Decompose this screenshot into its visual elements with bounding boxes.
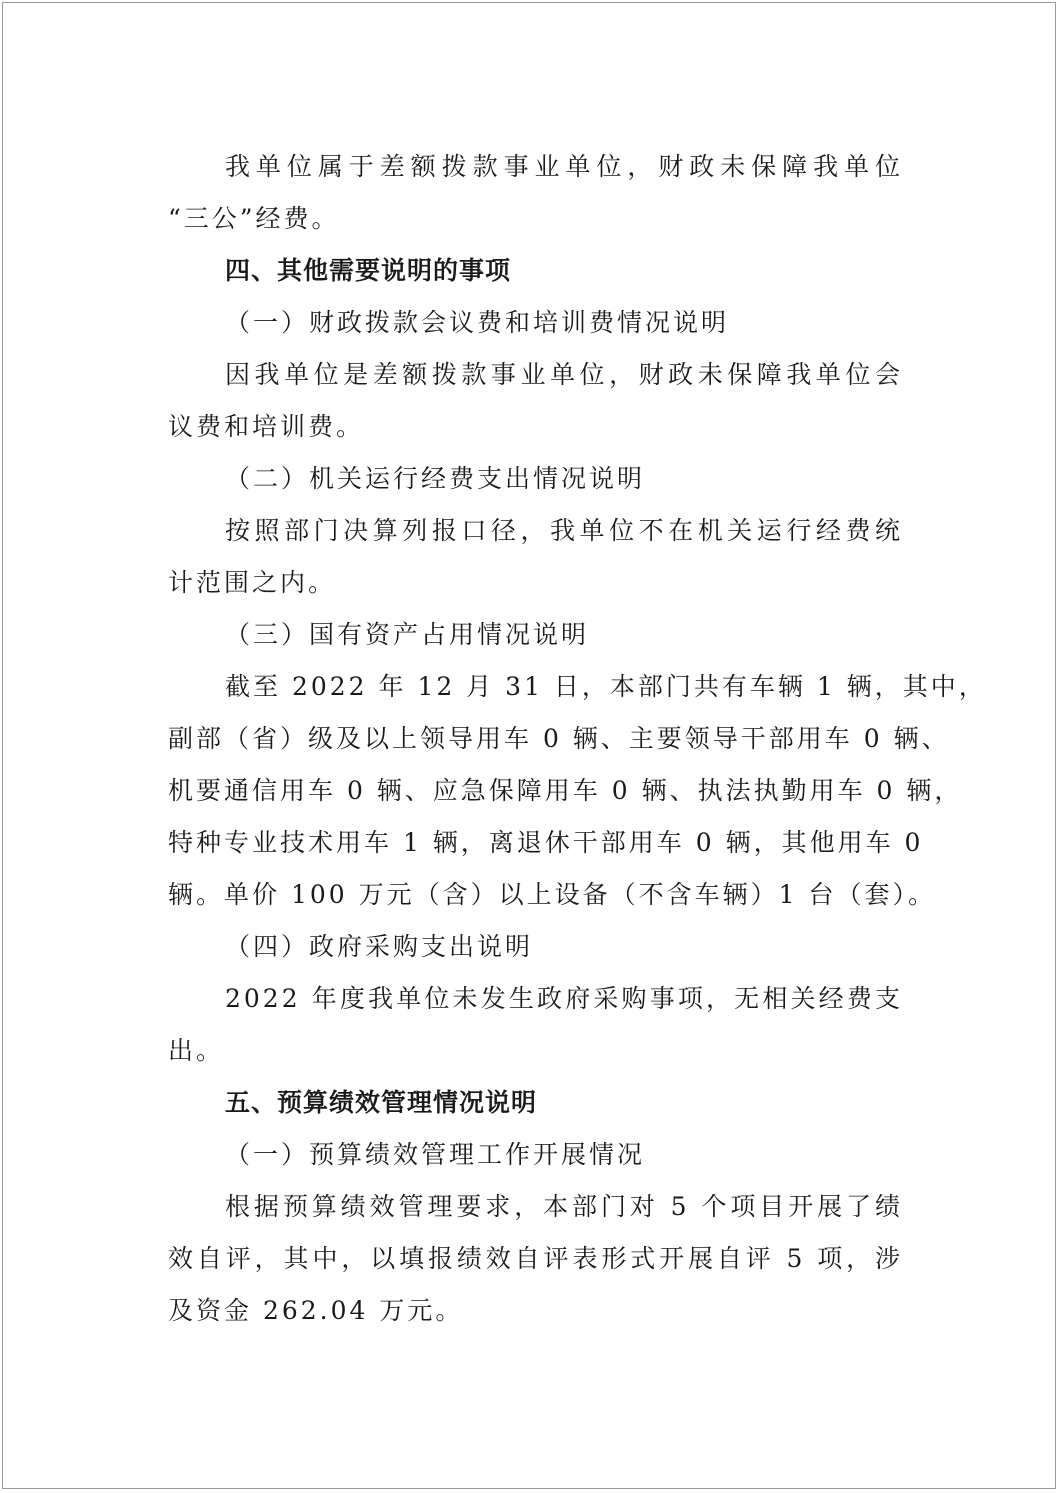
paragraph-line: 议费和培训费。 <box>168 412 365 441</box>
paragraph-line: 出。 <box>168 1036 225 1065</box>
paragraph-line: 机要通信用车 0 辆、应急保障用车 0 辆、执法执勤用车 0 辆， <box>168 776 963 805</box>
paragraph-line: “三公”经费。 <box>168 204 340 233</box>
paragraph-line: 我单位属于差额拨款事业单位，财政未保障我单位 <box>225 152 903 181</box>
paragraph-line: 计范围之内。 <box>168 568 337 597</box>
subsection-heading: （一）财政拨款会议费和培训费情况说明 <box>225 308 730 337</box>
paragraph-line: 根据预算绩效管理要求，本部门对 5 个项目开展了绩 <box>225 1192 903 1221</box>
paragraph-line: 及资金 262.04 万元。 <box>168 1296 464 1325</box>
paragraph-line: 效自评，其中，以填报绩效自评表形式开展自评 5 项，涉 <box>168 1244 903 1273</box>
subsection-heading: （一）预算绩效管理工作开展情况 <box>225 1140 646 1169</box>
section-heading: 五、预算绩效管理情况说明 <box>225 1088 538 1117</box>
subsection-heading: （四）政府采购支出说明 <box>225 932 534 961</box>
paragraph-line: 副部（省）级及以上领导用车 0 辆、主要领导干部用车 0 辆、 <box>168 724 950 753</box>
paragraph-line: 按照部门决算列报口径，我单位不在机关运行经费统 <box>225 516 903 545</box>
paragraph-line: 截至 2022 年 12 月 31 日，本部门共有车辆 1 辆，其中， <box>225 672 987 701</box>
subsection-heading: （三）国有资产占用情况说明 <box>225 620 590 649</box>
document-page <box>2 2 1056 1489</box>
document-body <box>168 141 987 1337</box>
paragraph-line: 2022 年度我单位未发生政府采购事项，无相关经费支 <box>225 984 903 1013</box>
paragraph-line: 特种专业技术用车 1 辆，离退休干部用车 0 辆，其他用车 0 <box>168 828 924 857</box>
section-heading: 四、其他需要说明的事项 <box>225 256 512 285</box>
paragraph-line: 辆。单价 100 万元（含）以上设备（不含车辆）1 台（套）。 <box>168 880 936 909</box>
paragraph-line: 因我单位是差额拨款事业单位，财政未保障我单位会 <box>225 360 903 389</box>
subsection-heading: （二）机关运行经费支出情况说明 <box>225 464 646 493</box>
